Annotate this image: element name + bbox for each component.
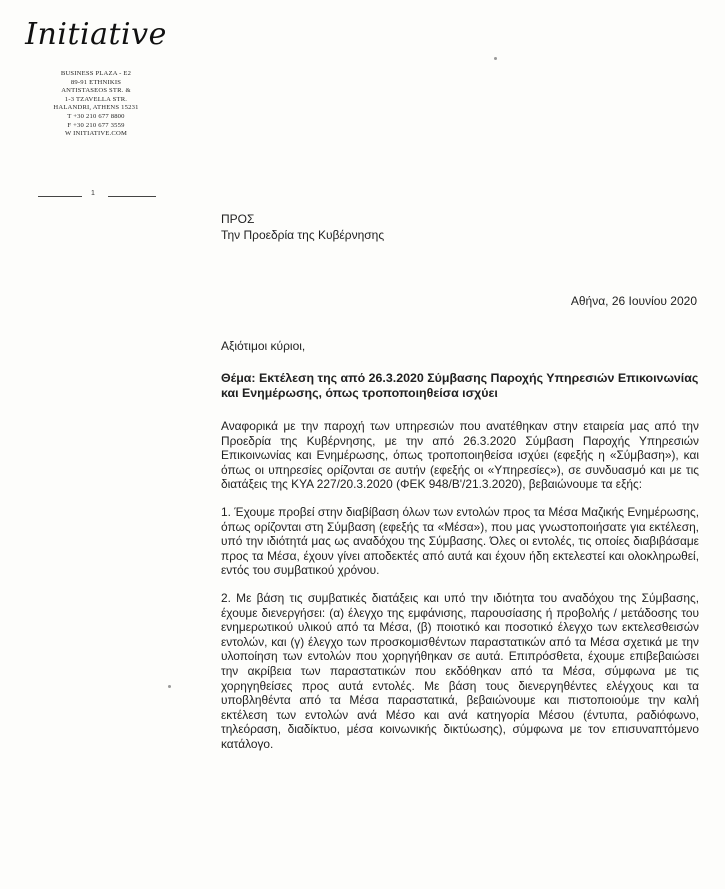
letter-subject: Θέμα: Εκτέλεση της από 26.3.2020 Σύμβασης Παροχής Υπηρεσιών Επικοινωνίας και Ενημέρωσης, όπως τροποποιηθείσα ισχύει <box>221 371 699 400</box>
body-paragraph: 2. Με βάση τις συμβατικές διατάξεις και υπό την ιδιότητα του αναδόχου της Σύμβασης, έχουμε διενεργήσει: (α) έλεγχο της εμφάνισης, παρουσίασης ή προβολής / μετάδοσης του ενημερωτικού υλικού από τα Μέσα, (β) ποιοτικό και ποσοτικό έλεγχο των εκτελεσθεισών εντολών, και (γ) έλεγχο των προσκομισθέντων παραστατικών από τα Μέσα σχετικά με την υλοποίηση των εντολών που χορηγήθηκαν σε αυτά. Επιπρόσθετα, έχουμε επιβεβαιώσει την ακρίβεια των παραστατικών που εκδόθηκαν από τα Μέσα, σύμφωνα με τις χορηγηθείσες προς αυτά εντολές. Με βάση τους διενεργηθέντες ελέγχους και τα υποβληθέντα από τα Μέσα παραστατικά, βεβαιώνουμε και πιστοποιούμε την καλή εκτέλεση των εντολών ανά Μέσο και ανά κατηγορία Μέσου (έντυπα, ραδιόφωνο, τηλεόραση, διαδίκτυο, μέσα κοινωνικής δικτύωσης), σύμφωνα με τον επισυναπτόμενο κατάλογο. <box>221 590 699 751</box>
company-logo: Initiative <box>25 17 167 52</box>
scan-speck <box>168 685 171 688</box>
page-number-divider <box>38 191 156 201</box>
scan-speck <box>494 57 497 60</box>
divider-line <box>38 196 82 197</box>
body-paragraph: Αναφορικά με την παροχή των υπηρεσιών που ανατέθηκαν στην εταιρεία μας από την Προεδρία της Κυβέρνησης, με την από 26.3.2020 Σύμβαση Παροχής Υπηρεσιών Επικοινωνίας και Ενημέρωσης, όπως τροποποιηθείσα ισχύει (εφεξής η «Σύμβαση»), και όπως οι υπηρεσίες ορίζονται σε αυτήν (εφεξής οι «Υπηρεσίες»), σε συνδυασμό και με τις διατάξεις της ΚΥΑ 227/20.3.2020 (ΦΕΚ 948/Β'/21.3.2020), βεβαιώνουμε τα εξής: <box>221 419 699 492</box>
divider-line <box>108 196 156 197</box>
address-line: ANTISTASEOS STR. & <box>61 87 131 95</box>
address-line: 1-3 TZAVELLA STR. <box>64 95 128 103</box>
recipient-to-label: ΠΡΟΣ <box>221 212 255 226</box>
address-line: 89-91 ETHNIKIS <box>70 78 122 86</box>
address-line: W INITIATIVE.COM <box>64 130 128 138</box>
salutation: Αξιότιμοι κύριοι, <box>221 339 306 353</box>
company-address <box>22 70 170 139</box>
page-number: 1 <box>91 190 95 197</box>
letter-date: Αθήνα, 26 Ιουνίου 2020 <box>570 294 697 308</box>
recipient-name: Την Προεδρία της Κυβέρνησης <box>221 228 385 242</box>
letterhead <box>22 17 170 139</box>
body-paragraph: 1. Έχουμε προβεί στην διαβίβαση όλων των εντολών προς τα Μέσα Μαζικής Ενημέρωσης, όπως ορίζονται στη Σύμβαση (εφεξής τα «Μέσα»), που μας γνωστοποιήσατε για εκτέλεση, υπό την ιδιότητά μας ως αναδόχου της Σύμβασης. Όλες οι εντολές, τις οποίες διαβιβάσαμε προς τα Μέσα, έχουν γίνει αποδεκτές από αυτά και έχουν ήδη εκτελεστεί και ολοκληρωθεί, εντός του συμβατικού χρόνου. <box>221 504 699 578</box>
address-line: BUSINESS PLAZA - E2 <box>60 70 132 77</box>
address-line: T +30 210 677 8800 <box>67 112 125 120</box>
address-line: F +30 210 677 3559 <box>67 121 125 129</box>
letter-body <box>221 419 699 764</box>
address-line: HALANDRI, ATHENS 15231 <box>53 104 139 112</box>
recipient-block <box>221 211 384 243</box>
